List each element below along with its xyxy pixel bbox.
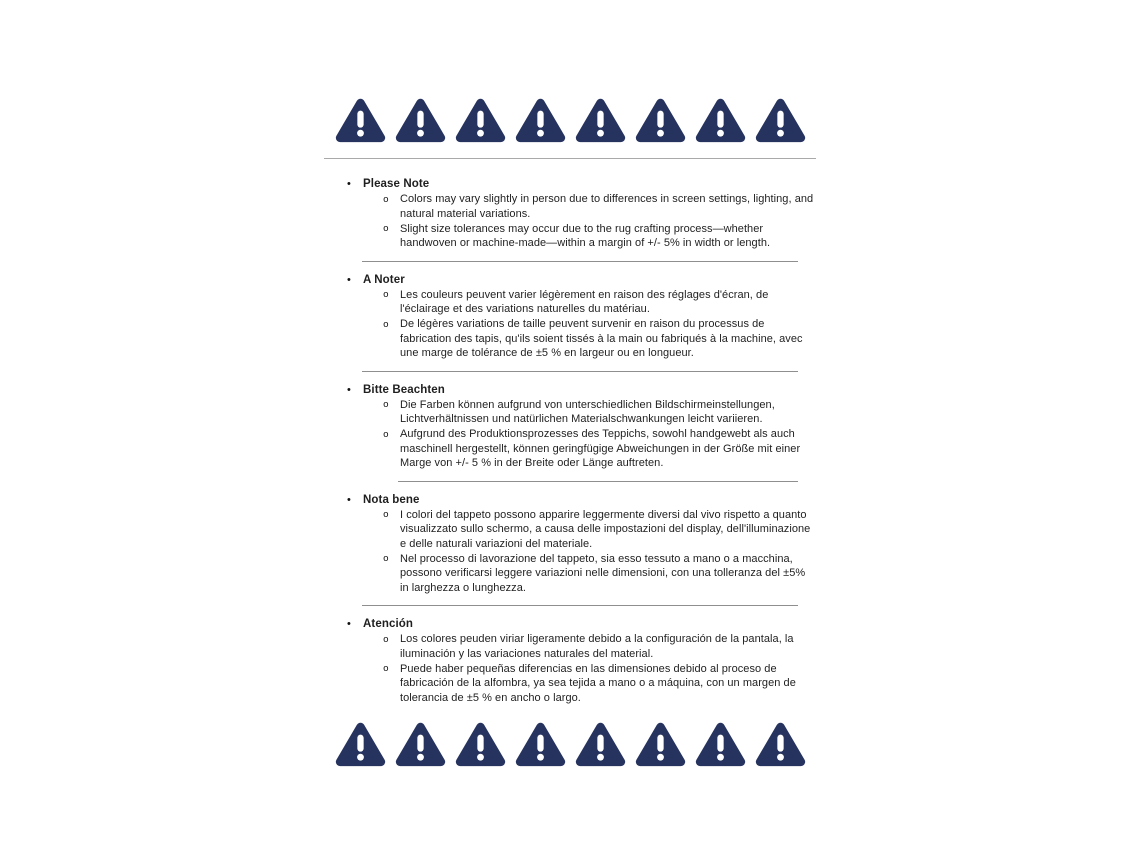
- warning-triangle-icon: [395, 95, 446, 145]
- sub-item: [383, 317, 816, 361]
- warning-triangle-icon: [695, 719, 746, 769]
- sub-item-text: Los colores peuden viriar ligeramente debido a la configuración de la pantala, la iluminación y las variaciones naturales del material.: [400, 633, 794, 660]
- level2-bullet: o: [383, 193, 389, 205]
- section-heading-row: [347, 177, 816, 192]
- level1-bullet: •: [347, 178, 351, 190]
- sub-item-text: Die Farben können aufgrund von unterschiedlichen Bildschirmeinstellungen, Lichtverhältnissen und natürlichen Materialschwankungen leicht variieren.: [400, 398, 775, 425]
- warning-triangle-icon: [755, 719, 806, 769]
- warning-triangle-icon: [455, 95, 506, 145]
- level1-bullet: •: [347, 273, 351, 286]
- sub-item: [383, 508, 816, 552]
- sub-item: [383, 192, 816, 221]
- sub-item: [383, 552, 816, 596]
- warning-triangle-icon: [575, 719, 626, 769]
- section-heading: A Noter: [363, 273, 405, 286]
- sub-item-text: Les couleurs peuvent varier légèrement en raison des réglages d'écran, de l'éclairage et des variations naturelles du matériau.: [400, 288, 769, 315]
- top-divider: [324, 158, 816, 159]
- section-nota-bene: [324, 493, 816, 596]
- warning-triangle-icon: [755, 95, 806, 145]
- sub-item: [383, 427, 816, 471]
- level2-bullet: o: [383, 633, 389, 645]
- section-divider: [362, 261, 798, 262]
- section-atenci-n: [324, 617, 816, 705]
- sub-item: [383, 222, 816, 251]
- warning-triangle-icon: [335, 95, 386, 145]
- notice-sections: [324, 177, 816, 705]
- sub-item-text: I colori del tappeto possono apparire leggermente diversi dal vivo rispetto a quanto visualizzato sullo schermo, a causa delle impostazioni del display, dell'illuminazione e delle naturali variazioni del materiale.: [400, 508, 811, 550]
- section-divider: [362, 371, 798, 372]
- warning-icon-row-top: [324, 93, 816, 145]
- warning-triangle-icon: [635, 719, 686, 769]
- section-heading-row: [347, 273, 816, 288]
- warning-triangle-icon: [455, 719, 506, 769]
- level1-bullet: •: [347, 618, 351, 630]
- level2-bullet: o: [383, 223, 389, 234]
- document-page: [324, 93, 816, 769]
- warning-triangle-icon: [335, 719, 386, 769]
- section-heading-row: [347, 383, 816, 398]
- sub-item: [383, 662, 816, 706]
- section-divider: [362, 605, 798, 606]
- warning-triangle-icon: [515, 719, 566, 769]
- section-divider: [398, 481, 798, 482]
- sub-item-text: Nel processo di lavorazione del tappeto, sia esso tessuto a mano o a macchina, possono verificarsi leggere variazioni nelle dimensioni, con una tolleranza del ±5% in larghezza o lunghezza.: [400, 552, 806, 594]
- sub-item-text: Colors may vary slightly in person due to differences in screen settings, lighting, and natural material variations.: [400, 193, 814, 220]
- section-please-note: [324, 177, 816, 251]
- warning-triangle-icon: [635, 95, 686, 145]
- section-heading-row: [347, 617, 816, 632]
- section-a-noter: [324, 273, 816, 361]
- level1-bullet: •: [347, 493, 351, 506]
- warning-triangle-icon: [515, 95, 566, 145]
- level2-bullet: o: [383, 663, 389, 674]
- section-heading: Bitte Beachten: [363, 383, 445, 396]
- level2-bullet: o: [383, 509, 389, 520]
- section-heading: Atención: [363, 618, 413, 630]
- warning-triangle-icon: [395, 719, 446, 769]
- sub-item-text: Slight size tolerances may occur due to the rug crafting process—whether handwoven or machine-made—within a margin of +/- 5% in width or length.: [400, 222, 771, 249]
- section-heading: Nota bene: [363, 493, 420, 506]
- section-heading-row: [347, 493, 816, 508]
- warning-triangle-icon: [695, 95, 746, 145]
- sub-item-text: De légères variations de taille peuvent survenir en raison du processus de fabrication des tapis, qu'ils soient tissés à la main ou fabriqués à la machine, avec une marge de tolérance de ±5 % en largeur ou en longueur.: [400, 318, 803, 359]
- sub-item: [383, 398, 816, 427]
- sub-item-text: Aufgrund des Produktionsprozesses des Teppichs, sowohl handgewebt als auch maschinell hergestellt, können geringfügige Abweichungen in der Größe mit einer Marge von +/- 5 % in der Breite oder Länge auftreten.: [400, 428, 801, 469]
- level2-bullet: o: [383, 553, 389, 564]
- level2-bullet: o: [383, 399, 389, 410]
- section-heading: Please Note: [363, 178, 430, 190]
- warning-triangle-icon: [575, 95, 626, 145]
- sub-item: [383, 632, 816, 661]
- level2-bullet: o: [383, 428, 389, 440]
- level1-bullet: •: [347, 383, 351, 396]
- level2-bullet: o: [383, 289, 389, 300]
- sub-item-text: Puede haber pequeñas diferencias en las dimensiones debido al proceso de fabricación de la alfombra, ya sea tejida a mano o a máquina, con un margen de tolerancia de ±5 % en ancho o largo.: [400, 662, 796, 704]
- section-bitte-beachten: [324, 383, 816, 471]
- warning-icon-row-bottom: [324, 717, 816, 769]
- sub-item: [383, 288, 816, 317]
- level2-bullet: o: [383, 318, 389, 330]
